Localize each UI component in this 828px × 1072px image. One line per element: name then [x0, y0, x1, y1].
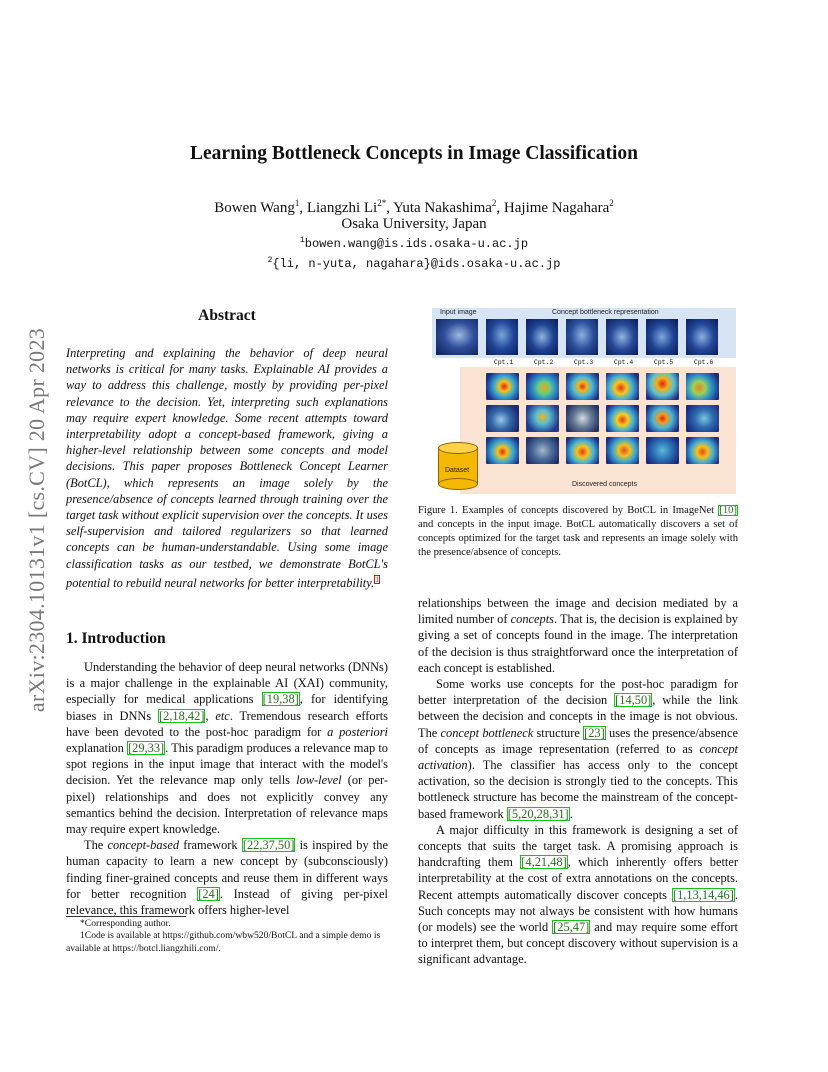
author-2-sup: 2* [377, 198, 387, 208]
emphasis: a posteriori [327, 724, 388, 739]
cylinder-bottom [438, 478, 478, 490]
paper-title: Learning Bottleneck Concepts in Image Classification [190, 143, 638, 164]
heatmap-cell [566, 437, 599, 464]
heatmap-cell [486, 373, 519, 400]
concept-map-4 [606, 319, 638, 355]
concept-map-1 [486, 319, 518, 355]
text-run: . Such concepts may not always be consistent with how humans (or models) see the world [418, 887, 738, 935]
cylinder-top [438, 442, 478, 454]
citation-link[interactable]: [22,37,50] [242, 838, 295, 853]
concept-label: Cpt.1 [494, 359, 514, 366]
intro-paragraph-1 [66, 659, 388, 837]
input-image [436, 319, 478, 355]
text-run: Understanding the behavior of deep neural networks (DNNs) is a major challenge in the explainable AI (XAI) community, especially for medical applications [66, 660, 388, 707]
author-4: , Hajime Nagahara [496, 200, 610, 216]
author-3-sup: 2 [491, 198, 497, 208]
text-run: relationships between the image and decision mediated by a limited number of [418, 596, 738, 627]
text-run: structure [533, 725, 584, 740]
right-column-body [418, 595, 738, 968]
discovered-concepts-label: Discovered concepts [572, 481, 637, 488]
dataset-label: Dataset [445, 467, 470, 474]
author-2: , Liangzhi Li [299, 200, 378, 216]
text-run: The [84, 838, 108, 853]
concept-label: Cpt.3 [574, 359, 594, 366]
arxiv-sidebar [14, 280, 60, 760]
footnote-code: 1Code is available at https://github.com/wbw520/BotCL and a simple demo is available at https://botcl.liangzhili.com/. [66, 930, 381, 954]
emphasis: concept bottleneck [440, 725, 534, 740]
text-run: , while the link between the decision and concepts in the image is not obvious. The [418, 693, 738, 740]
right-paragraph-2 [418, 676, 738, 822]
email-1-sup: 1 [299, 236, 305, 245]
concept-label: Cpt.2 [534, 359, 554, 366]
text-run: . That is, the decision is explained by giving a set of concepts found in the image. The interpretation of the decision is thus straightforward once the interpretation of each concept is established. [418, 612, 738, 675]
text-run: and may require some effort to interpret them, but concept discovery without supervision is a significant advantage. [418, 920, 738, 967]
text-run: . [569, 806, 573, 821]
abstract-text: Interpreting and explaining the behavior of deep neural networks is critical for many tasks. Explainable AI provides a way to address this challenge, mostly by providing per-pixel relevance to the decision. Yet, interpreting such explanations may require expert knowledge. Some recent attempts toward interpretability adopt a concept-based framework, giving a higher-level relationship between some concepts and model decisions. This paper proposes Bottleneck Concept Learner (BotCL), which represents an image solely by the presence/absence of concepts learned through training over the target task without explicit supervision over the concepts. It uses self-supervision and tailored regularizers so that learned concepts can be human-understandable. Using some image classification tasks as our testbed, we demonstrate BotCL's potential to rebuild neural networks for better interpretability. [66, 346, 388, 590]
citation-link[interactable]: [1,13,14,46] [672, 887, 734, 902]
text-run: ). The classifier has access only to the concept activation, so the decision is strongly tied to the concepts. This bottleneck structure has become the mainstream of the concept-based framework [418, 758, 738, 821]
emphasis: low-level [296, 773, 342, 788]
heatmap-cell [686, 373, 719, 400]
heatmap-cell [486, 437, 519, 464]
text-run: , [205, 708, 216, 723]
text-run: Some works use concepts for the post-hoc paradigm for better interpretation of the decision [418, 677, 738, 708]
author-4-sup: 2 [609, 198, 614, 208]
emphasis: concept-based [107, 838, 180, 853]
concept-label: Cpt.4 [614, 359, 634, 366]
heatmap-cell [526, 405, 559, 432]
email-line-1 [0, 236, 828, 251]
heatmap-cell [606, 373, 639, 400]
concept-label: Cpt.5 [654, 359, 674, 366]
heatmap-cell [566, 373, 599, 400]
citation-link[interactable]: [23] [584, 725, 605, 740]
concept-label: Cpt.6 [694, 359, 714, 366]
text-run: . This paradigm produces a relevance map to spot regions in the input image that interact with the model's decision. Yet the relevance map only tells [66, 741, 388, 788]
text-run: . Tremendous research efforts have been devoted to the post-hoc paradigm for [66, 708, 388, 739]
text-run: . Instead of giving per-pixel relevance, this framework offers higher-level [66, 886, 388, 918]
section-heading-introduction: 1. Introduction [66, 630, 166, 647]
bottleneck-label: Concept bottleneck representation [552, 309, 659, 316]
email-line-2 [0, 256, 828, 271]
author-1: Bowen Wang [214, 200, 295, 216]
citation-link[interactable]: [5,20,28,31] [507, 806, 569, 821]
email-2-sup: 2 [267, 256, 273, 265]
footnotes [66, 918, 388, 955]
citation-link[interactable]: [2,18,42] [159, 708, 205, 723]
citation-link[interactable]: [24] [198, 886, 219, 901]
right-paragraph-3 [418, 822, 738, 968]
emphasis: concepts [510, 612, 554, 627]
abstract-heading: Abstract [198, 307, 256, 324]
citation-link[interactable]: [10] [719, 505, 737, 516]
author-1-sup: 1 [294, 198, 300, 208]
text-run: , for identifying biases in DNNs [66, 692, 388, 723]
footnote-corresponding: *Corresponding author. [80, 918, 171, 929]
intro-paragraph-2 [66, 837, 388, 918]
text-run: is inspired by the human capacity to learn a new concept by (subconsciously) finding finer-grained concepts and reuse them in different ways for better recognition [66, 838, 388, 901]
heatmap-cell [526, 373, 559, 400]
arxiv-identifier: arXiv:2304.10131v1 [cs.CV] 20 Apr 2023 [24, 327, 49, 713]
concept-map-2 [526, 319, 558, 355]
footnote-rule [66, 916, 186, 917]
heatmap-cell [646, 405, 679, 432]
figure-caption [418, 504, 738, 560]
heatmap-cell [526, 437, 559, 464]
author-3: , Yuta Nakashima [386, 200, 492, 216]
heatmap-cell [566, 405, 599, 432]
heatmap-cell [486, 405, 519, 432]
email-1: bowen.wang@is.ids.osaka-u.ac.jp [304, 237, 529, 251]
footnote-link[interactable]: 1 [375, 574, 380, 584]
affiliation: Osaka University, Japan [341, 216, 487, 232]
text-run: A major difficulty in this framework is designing a set of concepts that suits the target task. A promising approach is handcrafting them [418, 822, 738, 870]
emphasis: etc [215, 708, 230, 723]
citation-link[interactable]: [29,33] [128, 741, 165, 756]
concept-map-3 [566, 319, 598, 355]
text-run: and concepts in the input image. BotCL automatically discovers a set of concepts optimized for the target task and represents an image solely with the presence/absence of concepts. [418, 519, 738, 558]
heatmap-cell [606, 437, 639, 464]
heatmap-cell [606, 405, 639, 432]
author-list [0, 198, 828, 217]
figure-1 [432, 308, 736, 494]
heatmap-cell [686, 437, 719, 464]
emphasis: concept activation [418, 741, 738, 773]
text-run: framework [179, 838, 242, 853]
text-run: Figure 1. Examples of concepts discovered by BotCL in ImageNet [418, 505, 719, 516]
heatmap-cell [646, 373, 679, 400]
citation-link[interactable]: [25,47] [553, 920, 590, 935]
concept-map-6 [686, 319, 718, 355]
heatmap-cell [686, 405, 719, 432]
citation-link[interactable]: [19,38] [262, 692, 299, 707]
text-run: uses the presence/absence of concepts as image representation (referred to as [418, 725, 739, 756]
input-image-label: Input image [440, 309, 477, 316]
intro-body [66, 659, 388, 918]
email-2: {li, n-yuta, nagahara}@ids.osaka-u.ac.jp [272, 257, 561, 271]
text-run: (or per-pixel) relationships and does not explicitly convey any semantics behind the decision. Interpretation of relevance maps may require expert knowledge. [66, 773, 389, 837]
text-run: explanation [66, 741, 128, 756]
concept-map-5 [646, 319, 678, 355]
right-paragraph-1 [418, 595, 738, 676]
citation-link[interactable]: [4,21,48] [521, 855, 567, 870]
text-run: , which inherently offers better interpretability at the cost of extra annotations on the concepts. Recent attempts automatically discover concepts [418, 855, 738, 902]
abstract-body [66, 345, 388, 591]
citation-link[interactable]: [14,50] [615, 693, 652, 708]
heatmap-cell [646, 437, 679, 464]
